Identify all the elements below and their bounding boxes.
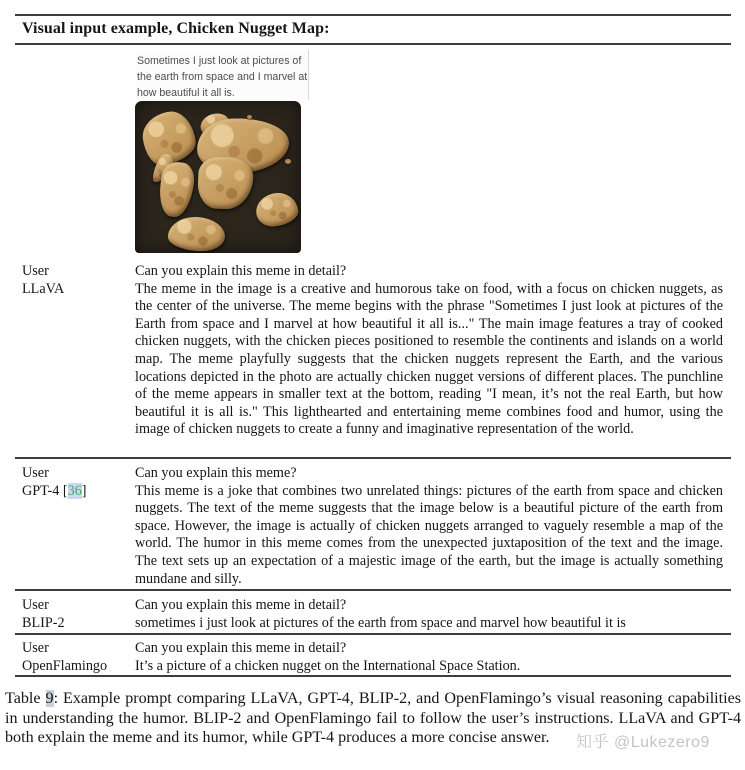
nugget-crumb [285, 159, 291, 164]
model-answer-blip2: sometimes i just look at pictures of the earth from space and marvel how beautiful it is [135, 614, 626, 631]
model-answer-openflamingo: It’s a picture of a chicken nugget on the International Space Station. [135, 657, 521, 674]
row-separator-rule [15, 457, 731, 459]
qa-row-llava [22, 263, 723, 439]
user-label: User [22, 597, 49, 613]
qa-content [135, 465, 723, 588]
meme-caption-line: how beautiful it all is. [137, 87, 235, 99]
model-answer-llava: The meme in the image is a creative and humorous take on food, with a focus on chicken nuggets, as the center of the universe. The meme begins with the phrase "Sometimes I just look at pictures of the Earth from space and I marvel at how beautiful it all is..." The main image features a tray of cooked chicken nuggets, with the chicken pieces positioned to resemble the continents and islands on a world map. The meme playfully suggests that the chicken nuggets represent the Earth, and the various locations depicted in the photo are actually chicken nugget versions of different places. The punchline of the meme appears in smaller text at the bottom, reading "I mean, it’s not the real Earth, but how beautiful it is all is." This lighthearted and entertaining meme combines food and humor, using the image of chicken nuggets to create a funny and imaginative representation of the world. [135, 280, 723, 438]
model-label-gpt4 [22, 483, 135, 501]
user-question: Can you explain this meme? [135, 465, 297, 481]
speaker-labels [22, 640, 135, 675]
user-label: User [22, 263, 49, 279]
zhihu-watermark: 知乎 @Lukezero9 [576, 734, 710, 751]
user-question: Can you explain this meme in detail? [135, 640, 347, 656]
table-number-link[interactable]: 9 [45, 690, 54, 707]
model-name-text: GPT-4 [ [22, 482, 68, 499]
chicken-nugget-map-image [135, 101, 301, 253]
caption-text: : Example prompt comparing LLaVA, GPT-4, BLIP-2, and OpenFlamingo’s visual reasoning capabilities in understanding the humor. BLIP-2 and OpenFlamingo fail to follow the user’s instructions. LLaVA and GPT-4 both explain the meme and its humor, while GPT-4 produces a more concise answer. [5, 690, 741, 746]
nugget-crumb [247, 115, 252, 119]
qa-content [135, 597, 723, 632]
row-separator-rule [15, 633, 731, 635]
table-top-rule [15, 14, 731, 16]
qa-content [135, 263, 723, 439]
user-label: User [22, 465, 49, 481]
model-answer-gpt4: This meme is a joke that combines two unrelated things: pictures of the earth from space and chicken nuggets. The text of the meme suggests that the image below is a beautiful picture of the earth from space. However, the image is actually of chicken nuggets arranged to vaguely resemble a map of the world. The humor in this meme comes from the unexpected juxtaposition of the text and the image. The text sets up an expectation of a majestic image of the earth, but the image is actually something mundane and silly. [135, 482, 723, 587]
qa-row-gpt4 [22, 465, 723, 588]
qa-content [135, 640, 723, 675]
header-bottom-rule [15, 43, 731, 45]
user-question: Can you explain this meme in detail? [135, 597, 347, 613]
nugget-africa [197, 156, 254, 210]
qa-row-openflamingo [22, 640, 723, 675]
citation-bracket: ] [81, 482, 87, 499]
nugget-south-america [157, 160, 196, 219]
table-header-title: Visual input example, Chicken Nugget Map: [22, 20, 330, 37]
speaker-labels [22, 465, 135, 588]
row-separator-rule [15, 589, 731, 591]
citation-link-36[interactable]: 36 [67, 482, 82, 499]
speaker-labels [22, 597, 135, 632]
meme-caption-line: Sometimes I just look at pictures of [137, 55, 302, 67]
speaker-labels [22, 263, 135, 439]
model-label-openflamingo: OpenFlamingo [22, 657, 108, 674]
nugget-antarctica [167, 216, 226, 253]
user-question: Can you explain this meme in detail? [135, 263, 347, 279]
model-label-llava: LLaVA [22, 280, 65, 297]
caption-text: Table [5, 690, 46, 707]
user-label: User [22, 640, 49, 656]
nugget-australia [254, 191, 299, 228]
meme-caption-text [135, 50, 309, 100]
model-label-blip2: BLIP-2 [22, 614, 65, 631]
meme-caption-line: the earth from space and I marvel at [137, 71, 308, 83]
qa-row-blip2 [22, 597, 723, 632]
table-bottom-rule [15, 675, 731, 677]
